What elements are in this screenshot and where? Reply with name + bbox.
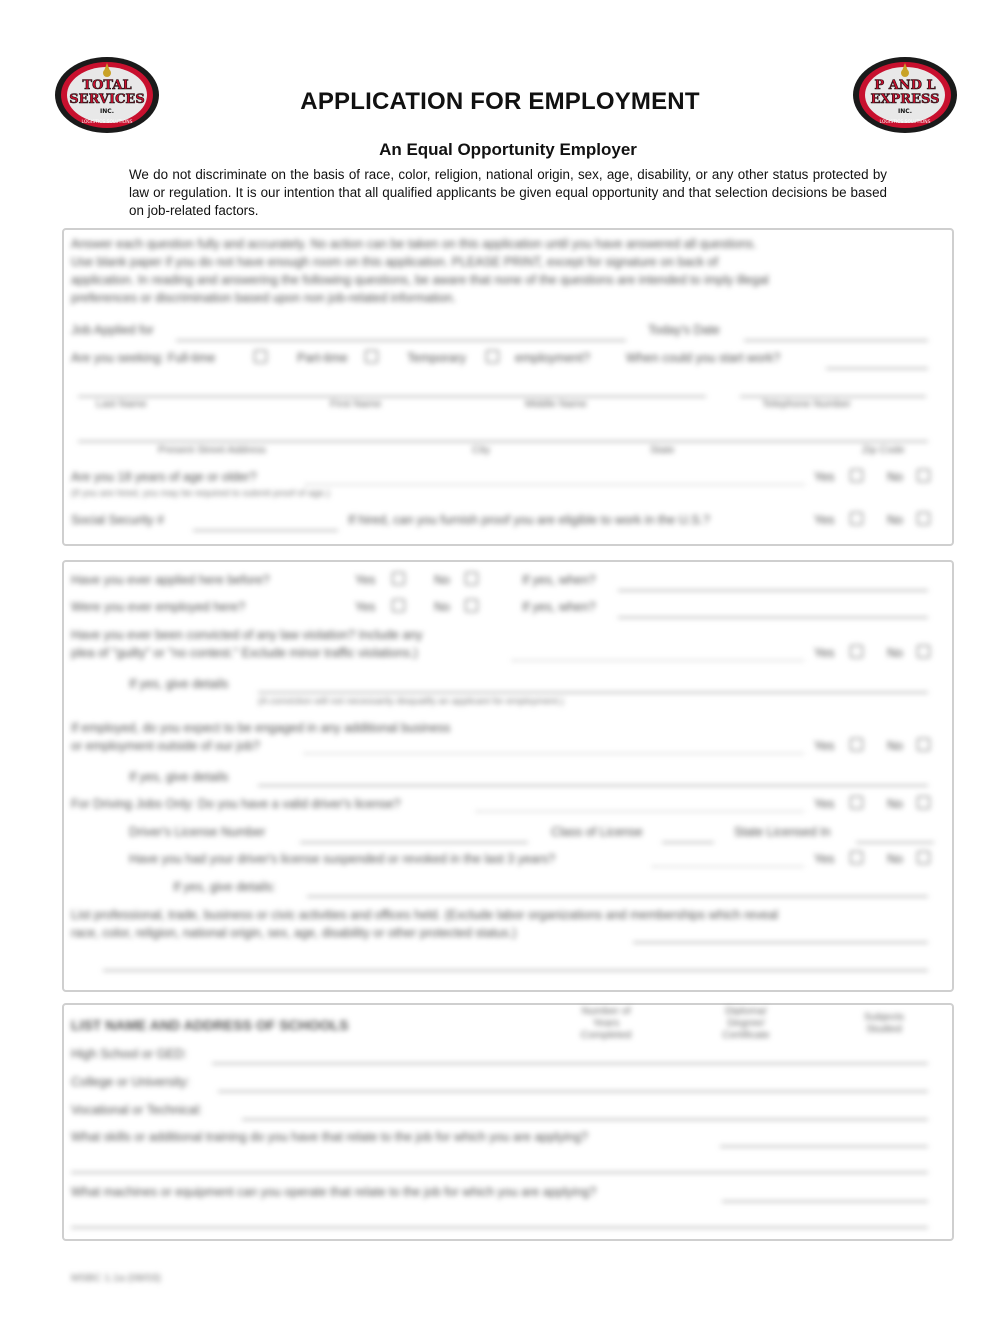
convicted-no-label: No <box>887 646 903 660</box>
ssn-field[interactable] <box>193 530 338 531</box>
high-school-field[interactable] <box>212 1063 928 1064</box>
ssn-label: Social Security # <box>71 513 165 527</box>
applied-yes-label: Yes <box>355 573 376 587</box>
vocational-label: Vocational or Technical: <box>71 1103 203 1117</box>
convicted-line-2: plea of "guilty" or "no contest." Exclude minor traffic violations.) <box>71 646 418 660</box>
telephone-field[interactable] <box>740 396 926 397</box>
logo-left-line3: INC. <box>100 108 114 115</box>
instruction-line-2: Use blank paper if you do not have enough room on this application. PLEASE PRINT, except for signature on back of <box>71 255 718 269</box>
skills-question: What skills or additional training do you have that relate to the job for which you are applying? <box>71 1130 588 1144</box>
logo-right-line2: EXPRESS <box>870 92 940 107</box>
age-leader <box>305 484 805 485</box>
applied-yes-checkbox[interactable] <box>392 572 405 585</box>
education-section <box>62 1003 954 1241</box>
applied-no-checkbox[interactable] <box>465 572 478 585</box>
driving-question: For Driving Jobs Only: Do you have a valid driver's license? <box>71 797 401 811</box>
activities-field-2[interactable] <box>103 970 928 971</box>
logo-right-line3: INC. <box>898 108 912 115</box>
instruction-line-1: Answer each question fully and accurately. No action can be taken on this application until you have answered all questions. <box>71 237 757 251</box>
activities-line-2: race, color, religion, national origin, sex, age, disability or other protected status.) <box>71 926 517 940</box>
logo-left-line2: SERVICES <box>69 92 145 107</box>
logo-left-line1: TOTAL <box>82 78 132 93</box>
proof-no-checkbox[interactable] <box>917 512 930 525</box>
college-label: College or University: <box>71 1075 190 1089</box>
machines-field-1[interactable] <box>722 1201 928 1202</box>
activities-field-1[interactable] <box>633 942 928 943</box>
additional-details-field[interactable] <box>258 785 928 786</box>
convicted-details-field[interactable] <box>258 692 928 693</box>
college-field[interactable] <box>218 1091 928 1092</box>
age-yes-checkbox[interactable] <box>850 469 863 482</box>
page-subtitle: An Equal Opportunity Employer <box>379 140 637 159</box>
state-licensed-field[interactable] <box>856 842 934 843</box>
city-caption: City <box>472 444 491 456</box>
page-title: APPLICATION FOR EMPLOYMENT <box>300 88 700 115</box>
suspended-yes-label: Yes <box>814 852 835 866</box>
additional-no-checkbox[interactable] <box>917 738 930 751</box>
last-name-caption: Last Name <box>96 398 147 410</box>
schools-heading: LIST NAME AND ADDRESS OF SCHOOLS <box>71 1017 349 1033</box>
employed-no-checkbox[interactable] <box>465 599 478 612</box>
license-class-label: Class of License <box>551 825 643 839</box>
additional-line-2: or employment outside of our job? <box>71 739 260 753</box>
machines-question: What machines or equipment can you operate that relate to the job for which you are applying? <box>71 1185 597 1199</box>
skills-field-2[interactable] <box>71 1172 928 1173</box>
activities-line-1: List professional, trade, business or civic activities and offices held. (Exclude labor organizations and memberships which reveal <box>71 908 779 922</box>
years-completed-header: Number of Years Completed <box>580 1005 632 1041</box>
convicted-yes-label: Yes <box>814 646 835 660</box>
driving-yes-label: Yes <box>814 797 835 811</box>
additional-yes-label: Yes <box>814 739 835 753</box>
seeking-label: Are you seeking: Full-time <box>71 351 216 365</box>
state-licensed-label: State Licensed In <box>734 825 831 839</box>
driving-leader <box>476 811 804 812</box>
driving-no-label: No <box>887 797 903 811</box>
employed-yes-label: Yes <box>355 600 376 614</box>
logo-right-tagline: LOGISTICS SOLUTIONS <box>879 120 931 125</box>
temporary-checkbox[interactable] <box>486 350 499 363</box>
employed-no-label: No <box>434 600 450 614</box>
proof-yes-checkbox[interactable] <box>850 512 863 525</box>
age-question: Are you 18 years of age or older? <box>71 470 257 484</box>
high-school-label: High School or GED: <box>71 1047 188 1061</box>
conviction-note: (A conviction will not necessarily disqualify an applicant for employment.) <box>258 696 564 707</box>
address-field[interactable] <box>78 441 928 442</box>
convicted-line-1: Have you ever been convicted of any law violation? Include any <box>71 628 423 642</box>
instruction-line-3: application. In reading and answering the following questions, be aware that none of the questions are intended to imply illegal <box>71 273 769 287</box>
first-name-caption: First Name <box>330 398 382 410</box>
age-no-checkbox[interactable] <box>917 469 930 482</box>
additional-line-1: If employed, do you expect to be engaged in any additional business <box>71 721 451 735</box>
job-applied-label: Job Applied for <box>71 323 154 337</box>
skills-field-1[interactable] <box>720 1146 928 1147</box>
convicted-leader <box>512 660 804 661</box>
convicted-details-label: If yes, give details <box>129 677 229 691</box>
state-caption: State <box>650 444 675 456</box>
suspended-yes-checkbox[interactable] <box>850 851 863 864</box>
middle-name-caption: Middle Name <box>525 398 587 410</box>
employed-when-label: If yes, when? <box>522 600 596 614</box>
age-note: (If you are hired, you may be required to submit proof of age.) <box>71 488 330 499</box>
start-work-label: When could you start work? <box>626 351 781 365</box>
start-work-field[interactable] <box>826 368 928 369</box>
subjects-header: Subjects Studied <box>863 1011 905 1035</box>
license-number-label: Driver's License Number <box>129 825 266 839</box>
machines-field-2[interactable] <box>71 1227 928 1228</box>
zip-caption: Zip Code <box>862 444 905 456</box>
form-code: MSBC 1.1a (08/03) <box>71 1272 161 1284</box>
name-field[interactable] <box>78 396 706 397</box>
age-no-label: No <box>887 470 903 484</box>
logo-left-tagline: LOGISTICS SOLUTIONS <box>81 120 133 125</box>
proof-yes-label: Yes <box>814 513 835 527</box>
proof-no-label: No <box>887 513 903 527</box>
license-class-field[interactable] <box>662 842 714 843</box>
convicted-no-checkbox[interactable] <box>917 645 930 658</box>
convicted-yes-checkbox[interactable] <box>850 645 863 658</box>
additional-no-label: No <box>887 739 903 753</box>
employed-yes-checkbox[interactable] <box>392 599 405 612</box>
driving-no-checkbox[interactable] <box>917 796 930 809</box>
temporary-label: Temporary <box>407 351 467 365</box>
todays-date-field[interactable] <box>744 340 928 341</box>
part-time-checkbox[interactable] <box>365 350 378 363</box>
license-number-field[interactable] <box>300 842 528 843</box>
logo-right-line1: P AND L <box>874 78 936 93</box>
applied-no-label: No <box>434 573 450 587</box>
applied-when-field[interactable] <box>618 590 928 591</box>
part-time-label: Part-time <box>297 351 348 365</box>
intro-paragraph: We do not discriminate on the basis of race, color, religion, national origin, sex, age, disability, or any other status protected by law or regulation. It is our intention that all qualified applicants be given equal opportunity and that selection decisions be based on job-related factors. <box>129 167 887 218</box>
street-caption: Present Street Address <box>158 444 266 456</box>
additional-leader <box>304 753 804 754</box>
instruction-line-4: preferences or discrimination based upon non job-related information. <box>71 291 456 305</box>
diploma-header: Diploma/ Degree/ Certificate <box>722 1005 770 1041</box>
suspended-details-field[interactable] <box>307 896 928 897</box>
proof-question: If hired, can you furnish proof you are eligible to work in the U.S.? <box>348 513 710 527</box>
suspended-question: Have you had your driver's license suspended or revoked in the last 3 years? <box>129 852 556 866</box>
suspended-details-label: If yes, give details: <box>173 880 276 894</box>
todays-date-label: Today's Date <box>648 323 720 337</box>
suspended-no-checkbox[interactable] <box>917 851 930 864</box>
suspended-leader <box>652 866 804 867</box>
employment-label: employment? <box>515 351 591 365</box>
vocational-field[interactable] <box>242 1119 928 1120</box>
job-applied-field[interactable] <box>176 340 626 341</box>
suspended-no-label: No <box>887 852 903 866</box>
applied-before-label: Have you ever applied here before? <box>71 573 270 587</box>
additional-yes-checkbox[interactable] <box>850 738 863 751</box>
employed-here-label: Were you ever employed here? <box>71 600 246 614</box>
applied-when-label: If yes, when? <box>522 573 596 587</box>
driving-yes-checkbox[interactable] <box>850 796 863 809</box>
additional-details-label: If yes, give details <box>129 770 229 784</box>
employed-when-field[interactable] <box>618 617 928 618</box>
full-time-checkbox[interactable] <box>254 350 267 363</box>
telephone-caption: Telephone Number <box>762 398 851 410</box>
age-yes-label: Yes <box>814 470 835 484</box>
